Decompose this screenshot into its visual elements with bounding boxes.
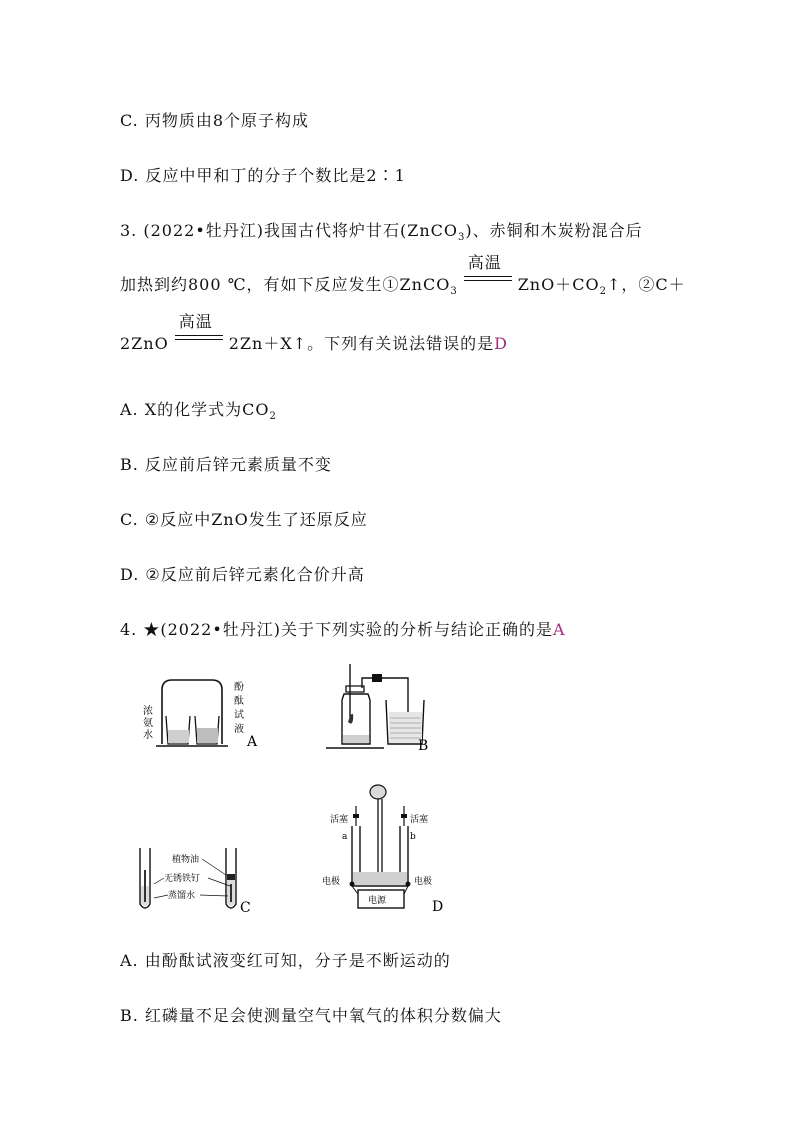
q3-stem-text: ↑，②C＋ bbox=[606, 275, 686, 294]
reaction-condition bbox=[464, 253, 512, 292]
electrode-right bbox=[406, 882, 411, 887]
label-b: b bbox=[410, 832, 416, 842]
clamp bbox=[372, 674, 382, 682]
label-char: 氨 bbox=[143, 718, 153, 729]
label-oil: 植物油 bbox=[172, 855, 200, 865]
q3-stem-line-3 bbox=[120, 312, 508, 354]
label-valve-left: 活塞 bbox=[330, 815, 349, 825]
label-char: 浓 bbox=[143, 706, 153, 717]
figure-a-ammonia-diffusion bbox=[138, 672, 268, 758]
q4-option-a: A. 由酚酞试液变红可知，分子是不断运动的 bbox=[120, 951, 451, 970]
q4-stem bbox=[120, 617, 566, 640]
figure-tag-b: B bbox=[418, 738, 429, 754]
label-electrode-right: 电极 bbox=[414, 877, 433, 887]
phenolphthalein-liquid bbox=[197, 728, 218, 743]
electrolyte bbox=[353, 872, 407, 885]
condition-label: 高温 bbox=[467, 253, 502, 272]
q4-answer: A bbox=[553, 620, 566, 639]
label-a: a bbox=[342, 832, 348, 842]
funnel-bulb bbox=[370, 785, 386, 799]
pointer-line bbox=[200, 895, 228, 896]
label-electrode-left: 电极 bbox=[322, 877, 341, 887]
label-water: 蒸馏水 bbox=[168, 891, 196, 901]
valve-left-handle bbox=[353, 814, 359, 818]
label-char: 酚 bbox=[234, 682, 244, 693]
figure-tag-a: A bbox=[247, 734, 258, 750]
wire bbox=[352, 886, 358, 894]
q3-stem-text: 3. (2022•牡丹江)我国古代将炉甘石(ZnCO bbox=[120, 221, 459, 240]
condition-bar bbox=[464, 280, 512, 281]
valve-right-handle bbox=[401, 814, 407, 818]
q3-stem-text: 2Zn＋X↑。下列有关说法错误的是 bbox=[228, 334, 495, 353]
q4-stem-text: 4. ★(2022•牡丹江)关于下列实验的分析与结论正确的是 bbox=[120, 620, 553, 639]
figure-tag-d: D bbox=[432, 899, 444, 915]
q3-stem-line-2 bbox=[120, 253, 686, 297]
label-power: 电源 bbox=[368, 896, 387, 906]
q3-subscript: 3 bbox=[450, 286, 458, 297]
label-valve-right: 活塞 bbox=[410, 815, 429, 825]
q3-answer: D bbox=[494, 334, 508, 353]
q3-option-d: D. ②反应前后锌元素化合价升高 bbox=[120, 565, 365, 584]
q3-stem-line-1 bbox=[120, 218, 643, 243]
figure-b-phosphorus-combustion bbox=[326, 660, 434, 756]
pointer-line bbox=[154, 895, 168, 898]
reaction-condition bbox=[175, 312, 223, 351]
condition-label: 高温 bbox=[178, 312, 213, 331]
oil-layer bbox=[227, 874, 235, 880]
ammonia-liquid bbox=[168, 730, 189, 743]
flame-icon bbox=[348, 714, 353, 724]
condition-bar bbox=[175, 335, 223, 336]
q2-option-c: C. 丙物质由8个原子构成 bbox=[120, 111, 310, 130]
condition-bar bbox=[464, 276, 512, 277]
q4-option-b: B. 红磷量不足会使测量空气中氧气的体积分数偏大 bbox=[120, 1006, 502, 1025]
u-tube-inner bbox=[360, 826, 400, 878]
bottle-water bbox=[343, 735, 369, 743]
label-char: 水 bbox=[143, 730, 153, 741]
label-char: 液 bbox=[234, 724, 244, 735]
figure-tag-c: C bbox=[240, 900, 251, 916]
q3-option-a bbox=[120, 397, 277, 422]
q3-option-c: C. ②反应中ZnO发生了还原反应 bbox=[120, 510, 368, 529]
label-nail: 无锈铁钉 bbox=[164, 874, 201, 884]
pointer-line bbox=[154, 878, 164, 884]
q3-option-b: B. 反应前后锌元素质量不变 bbox=[120, 455, 332, 474]
label-char: 试 bbox=[234, 710, 244, 721]
q3-subscript: 2 bbox=[269, 411, 277, 422]
label-char: 酞 bbox=[234, 696, 244, 707]
q2-option-d: D. 反应中甲和丁的分子个数比是2∶1 bbox=[120, 166, 406, 185]
q3-subscript: 3 bbox=[458, 232, 466, 243]
condition-bar bbox=[175, 339, 223, 340]
pointer-line bbox=[202, 859, 226, 875]
q3-stem-text: )、赤铜和木炭粉混合后 bbox=[465, 221, 643, 240]
q3-stem-text: 加热到约800 ℃，有如下反应发生①ZnCO bbox=[120, 275, 451, 294]
q3-subscript: 2 bbox=[599, 286, 607, 297]
q3-option-a-text: A. X的化学式为CO bbox=[120, 400, 270, 419]
stopper bbox=[346, 686, 364, 692]
figure-c-rust-experiment bbox=[134, 840, 258, 916]
electrode-left bbox=[350, 882, 355, 887]
figure-d-electrolysis bbox=[318, 780, 450, 916]
q3-stem-text: ZnO＋CO bbox=[517, 275, 600, 294]
q3-stem-text: 2ZnO bbox=[120, 334, 169, 353]
